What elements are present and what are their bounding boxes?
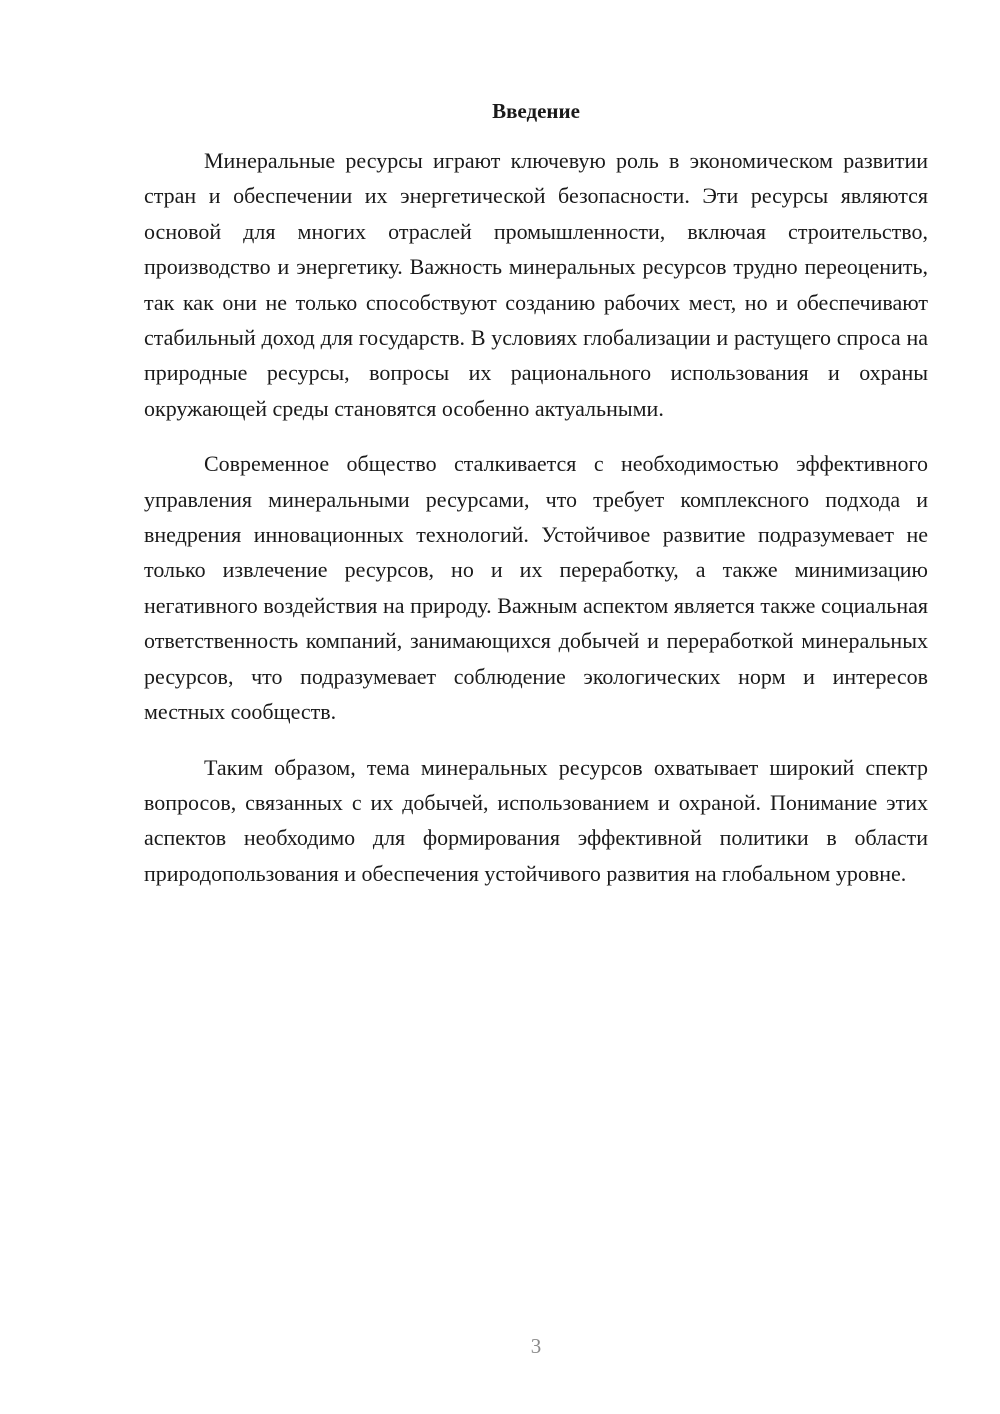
body-text — [144, 143, 928, 911]
paragraph-1: Минеральные ресурсы играют ключевую роль в экономическом развитии стран и обеспечении их энергетической безопасности. Эти ресурсы являются основой для многих отраслей промышленности, включая строительство, производство и энергетику. Важность минеральных ресурсов трудно переоценить, так как они не только способствуют созданию рабочих мест, но и обеспечивают стабильный доход для государств. В условиях глобализации и растущего спроса на природные ресурсы, вопросы их рационального использования и охраны окружающей среды становятся особенно актуальными. — [144, 148, 928, 421]
paragraph-3: Таким образом, тема минеральных ресурсов охватывает широкий спектр вопросов, связанных с их добычей, использованием и охраной. Понимание этих аспектов необходимо для формирования эффективной политики в области природопользования и обеспечения устойчивого развития на глобальном уровне. — [144, 754, 928, 886]
paragraph-2: Современное общество сталкивается с необходимостью эффективного управления минеральными ресурсами, что требует комплексного подхода и внедрения инновационных технологий. Устойчивое развитие подразумевает не только извлечение ресурсов, но и их переработку, а также минимизацию негативного воздействия на природу. Важным аспектом является также социальная ответственность компаний, занимающихся добычей и переработкой минеральных ресурсов, что подразумевает соблюдение экологических норм и интересов местных сообществ. — [144, 451, 928, 725]
page-title: Введение — [492, 99, 580, 123]
page-number: 3 — [530, 1334, 542, 1358]
